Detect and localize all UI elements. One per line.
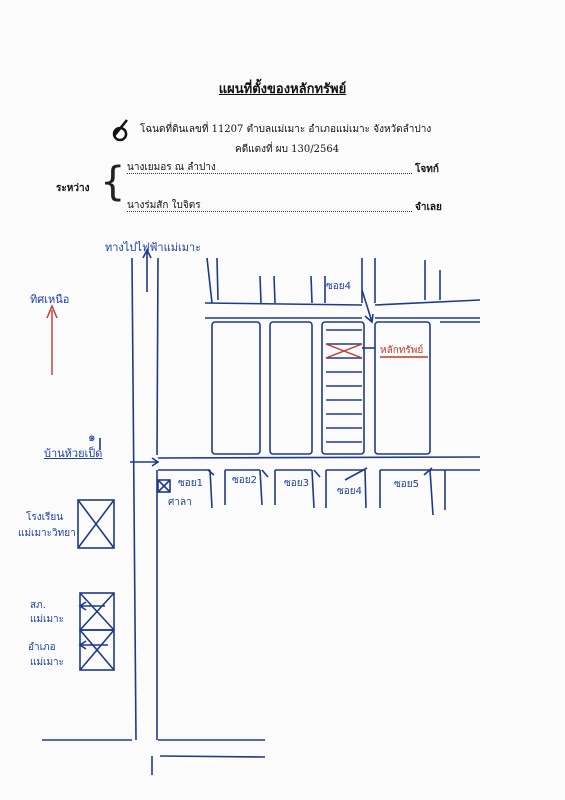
bottom-road-south-edge <box>152 756 265 775</box>
property-label: หลักทรัพย์ <box>380 345 424 356</box>
block-1 <box>212 322 260 454</box>
plaintiff-dotted-line <box>127 173 412 174</box>
police-label-line2: แม่เมาะ <box>30 614 65 625</box>
block-2 <box>270 322 312 454</box>
police-label-line1: สภ. <box>30 600 46 611</box>
district-label-line1: อำเภอ <box>28 642 56 653</box>
soi2-label: ซอย2 <box>232 475 258 486</box>
document-title: แผนที่ตั้งของหลักทรัพย์ <box>218 82 347 97</box>
between-label: ระหว่าง <box>56 183 90 194</box>
main-road-west-edge <box>132 258 136 740</box>
deed-mark-icon <box>114 120 127 140</box>
case-number: คดีแดงที่ ผบ 130/2564 <box>235 144 340 155</box>
defendant-dotted-line <box>127 211 412 212</box>
deed-line: โฉนดที่ดินเลขที่ 11207 ตำบลแม่เมาะ อำเภอแม่เมาะ จังหวัดลำปาง <box>140 124 432 135</box>
plaintiff-role: โจทก์ <box>415 164 439 175</box>
soi3-label: ซอย3 <box>284 478 310 489</box>
shrine-label: ศาลา <box>168 497 192 508</box>
main-road-east-edge <box>157 258 158 740</box>
lower-road-north-edge <box>158 457 480 458</box>
north-label: ทิศเหนือ <box>30 293 70 306</box>
brace-icon: { <box>100 159 126 205</box>
soi4-label: ซอย4 <box>337 486 363 497</box>
upper-road-north-edge <box>205 300 480 305</box>
left-road-number: ๑ <box>88 430 96 444</box>
district-label-line2: แม่เมาะ <box>30 657 65 668</box>
block-4 <box>375 322 430 454</box>
soi4-top-label: ซอย4 <box>326 281 352 292</box>
school-label-line2: แม่เมาะวิทยา <box>18 528 76 539</box>
defendant-name: นางร่มสัก ใบจิตร <box>127 200 201 211</box>
left-road-label: บ้านห้วยเป็ด <box>44 447 103 460</box>
north-arrow-icon <box>143 250 151 292</box>
top-road-label: ทางไปไฟฟ้าแม่เมาะ <box>105 241 202 254</box>
block-3 <box>322 322 364 454</box>
school-label-line1: โรงเรียน <box>26 512 64 523</box>
plaintiff-name: นางเยมอร ณ ลำปาง <box>127 162 216 173</box>
soi1-label: ซอย1 <box>178 478 204 489</box>
soi5-label: ซอย5 <box>394 479 420 490</box>
property-lot-mark <box>326 344 362 358</box>
defendant-role: จำเลย <box>415 202 442 213</box>
north-direction-arrow-icon <box>47 306 57 375</box>
